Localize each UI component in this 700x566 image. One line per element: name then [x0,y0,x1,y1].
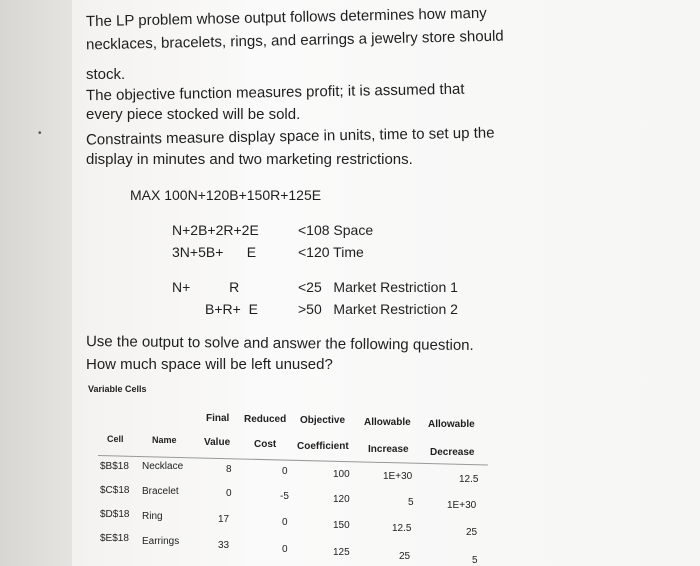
row-2-value: 0 [226,488,232,499]
header-allowable-increase-top: Allowable [364,417,411,428]
problem-line-1: The LP problem whose output follows determines how many [85,4,487,31]
row-1-decrease: 12.5 [459,474,479,485]
header-objective: Objective [300,415,346,426]
header-name: Name [152,435,177,445]
objective-function: MAX 100N+120B+150R+125E [130,187,322,203]
row-1-cost: 0 [282,466,288,477]
row-1-value: 8 [226,464,232,475]
row-1-name: Necklace [142,461,184,472]
header-value: Value [204,437,231,448]
header-coefficient: Coefficient [297,441,349,452]
row-4-cost: 0 [282,544,288,555]
row-3-decrease: 25 [466,527,478,538]
row-4-increase: 25 [399,551,411,562]
constraint-2-rhs: <120 Time [298,244,364,260]
header-cell: Cell [107,434,124,444]
constraint-3-lhs: N+ R [172,279,240,295]
row-4-coefficient: 125 [333,547,350,558]
problem-line-4: The objective function measures profit; it is assumed that [85,80,465,105]
problem-line-6: Constraints measure display space in units, time to set up the [85,124,495,149]
header-cost: Cost [254,439,277,450]
row-1-increase: 1E+30 [383,471,413,482]
header-reduced: Reduced [244,414,287,425]
row-2-cost: -5 [280,491,289,502]
problem-line-2: necklaces, bracelets, rings, and earrings a jewelry store should [85,27,504,54]
constraint-4-lhs: B+R+ E [205,301,258,317]
page-left-margin [0,0,72,566]
row-3-coefficient: 150 [333,520,350,531]
constraint-3-rhs: <25 Market Restriction 1 [298,279,458,295]
row-1-coefficient: 100 [333,469,350,480]
row-4-name: Earrings [142,536,180,547]
row-2-increase: 5 [408,497,414,508]
header-final: Final [206,413,230,424]
question-line-2: How much space will be left unused? [86,356,333,373]
constraint-1-rhs: <108 Space [298,222,374,238]
row-1-cell: $B$18 [100,461,129,472]
header-allowable-decrease-top: Allowable [428,419,475,430]
table-section-title: Variable Cells [88,384,147,394]
bullet-mark: • [38,128,42,139]
row-3-value: 17 [218,514,230,525]
constraint-4-rhs: >50 Market Restriction 2 [298,301,458,317]
row-3-name: Ring [142,511,163,522]
row-4-cell: $E$18 [100,533,129,544]
problem-line-5: every piece stocked will be sold. [86,106,301,123]
row-2-name: Bracelet [142,486,179,497]
problem-line-7: display in minutes and two marketing restrictions. [86,151,413,168]
row-3-cost: 0 [282,517,288,528]
row-4-decrease: 5 [472,555,478,566]
constraint-2-lhs: 3N+5B+ E [172,244,257,260]
question-line-1: Use the output to solve and answer the following question. [85,332,474,355]
row-4-value: 33 [218,540,230,551]
row-2-decrease: 1E+30 [447,500,477,511]
row-3-cell: $D$18 [100,509,130,520]
problem-line-3: stock. [86,66,126,83]
row-3-increase: 12.5 [392,523,412,534]
header-decrease: Decrease [430,447,475,458]
row-2-cell: $C$18 [100,485,130,496]
constraint-1-lhs: N+2B+2R+2E [172,222,259,238]
row-2-coefficient: 120 [333,494,350,505]
header-increase: Increase [368,444,409,455]
